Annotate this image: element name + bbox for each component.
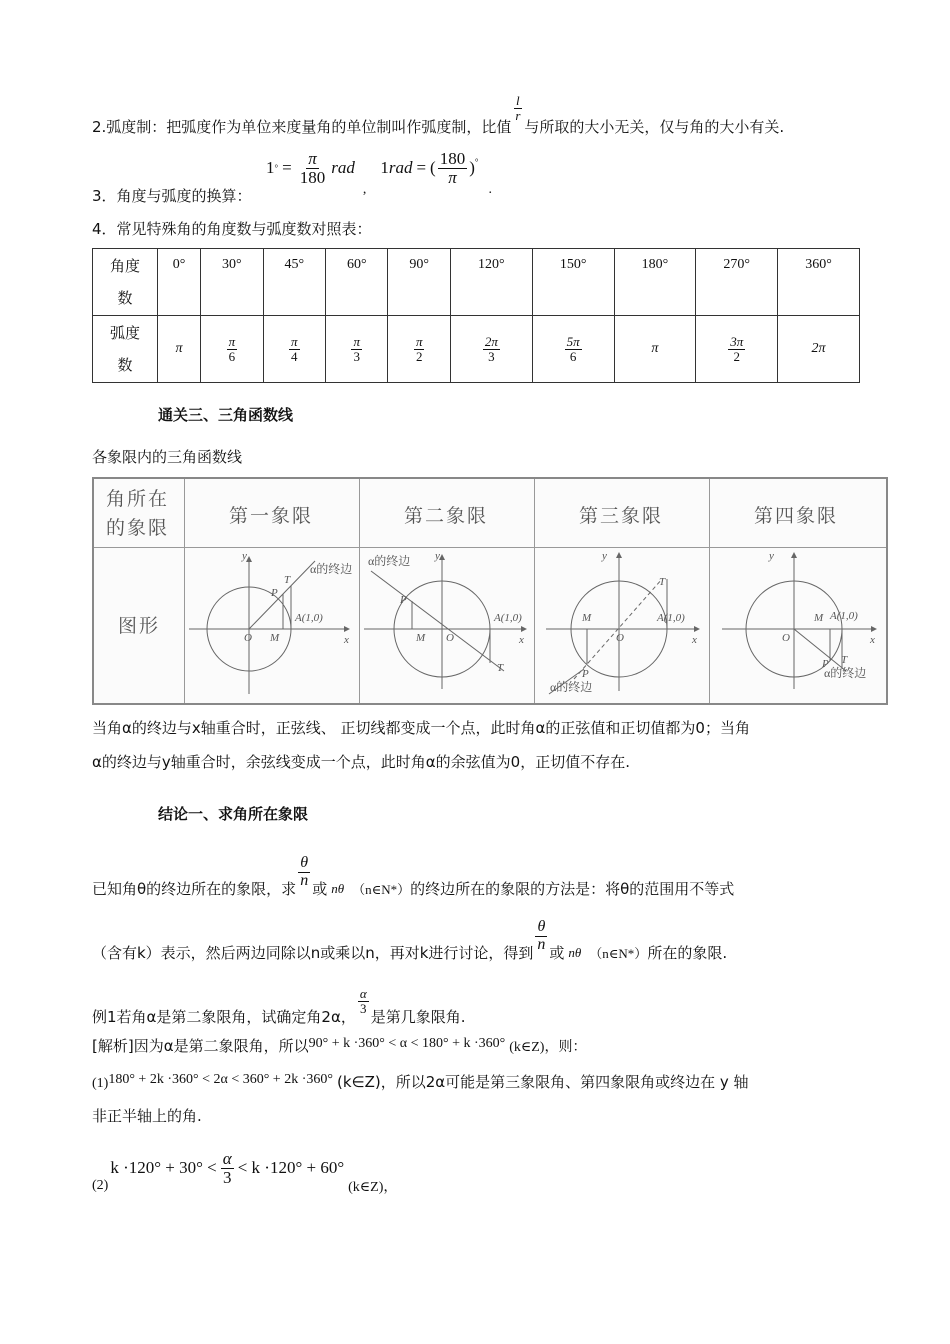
degree-row-header: 角度 数 — [93, 249, 158, 316]
svg-text:y: y — [435, 550, 440, 562]
degree-cell: 45° — [263, 249, 325, 316]
svg-text:T: T — [497, 662, 504, 674]
svg-text:y: y — [602, 550, 607, 562]
degree-cell: 360° — [778, 249, 860, 316]
radian-cell: $\frac{\pi}{6}$ — [201, 316, 263, 383]
svg-text:P: P — [822, 658, 829, 670]
conversion-formula: 1 ° = $\frac{\pi}{180}$ rad , 1 rad = ( $\frac{180}{\pi}$ ) ° . — [266, 149, 492, 198]
para2-line2: （含有k）表示，然后两边同除以n或乘以n，再对k进行讨论，得到 $\frac{\theta}{n}$ 或 nθ （n∈N*） 所在的象限. — [92, 918, 728, 962]
svg-text:P: P — [582, 668, 589, 680]
svg-text:M: M — [270, 632, 280, 644]
example-line2: [解析]因为α是第二象限角，所以 90° + k ·360° < α < 180° + k ·360° (k∈Z)，则： — [92, 1036, 587, 1055]
radian-cell: π — [158, 316, 201, 383]
heading-trig-lines: 通关三、三角函数线 — [158, 406, 294, 424]
svg-text:x: x — [519, 634, 524, 646]
radian-cell: $\frac{\pi}{3}$ — [326, 316, 388, 383]
degree-cell: 0° — [158, 249, 201, 316]
svg-text:M: M — [582, 612, 592, 624]
quadrant-4-title: 第四象限 — [754, 505, 839, 527]
svg-text:A(1,0): A(1,0) — [494, 612, 522, 624]
degree-cell: 270° — [696, 249, 778, 316]
svg-text:P: P — [400, 594, 407, 606]
angle-conversion-table — [92, 248, 860, 383]
degree-cell: 120° — [450, 249, 532, 316]
svg-text:α的终边: α的终边 — [368, 554, 411, 568]
diagram-quadrant-3 — [546, 550, 699, 694]
svg-text:y: y — [242, 550, 247, 562]
svg-text:O: O — [446, 632, 454, 644]
l-over-r-fraction: $\frac{l}{r}$ — [515, 93, 521, 123]
heading-conclusion-1: 结论一、求角所在象限 — [158, 805, 309, 823]
radian-cell: $\frac{5\pi}{6}$ — [532, 316, 614, 383]
intro-text: 各象限内的三角函数线 — [92, 448, 243, 466]
figure-row-label: 图形 — [118, 615, 161, 637]
quadrant-2-title: 第二象限 — [404, 505, 489, 527]
radian-cell: $\frac{2\pi}{3}$ — [450, 316, 532, 383]
svg-text:P: P — [271, 587, 278, 599]
svg-text:M: M — [814, 612, 824, 624]
example-line1: 例1若角α是第二象限角，试确定角2α， $\frac{\alpha}{3}$ 是第几象限角. — [92, 986, 466, 1026]
degree-cell: 60° — [326, 249, 388, 316]
para1-line2: α的终边与y轴重合时，余弦线变成一个点，此时角α的余弦值为0，正切值不存在. — [92, 753, 630, 771]
section-2-line — [92, 92, 784, 137]
diagram-quadrant-2 — [364, 550, 526, 689]
svg-text:T: T — [659, 576, 666, 588]
quadrant-header-label: 角所在 的象限 — [106, 488, 170, 539]
trig-line-diagrams — [94, 479, 886, 703]
example-line5: (2) k ·120° + 30° < $\frac{\alpha}{3}$ < k ·120° + 60° (k∈Z)， — [92, 1148, 398, 1195]
sec3-label: 3．角度与弧度的换算： — [92, 187, 252, 205]
radian-cell: $\frac{3\pi}{2}$ — [696, 316, 778, 383]
sec2-prefix: 2.弧度制：把弧度作为单位来度量角的单位制叫作弧度制，比值 — [92, 118, 512, 136]
pi-over-180: $\frac{\pi}{180}$ — [299, 149, 326, 187]
svg-text:T: T — [284, 574, 291, 586]
degree-cell: 150° — [532, 249, 614, 316]
svg-text:x: x — [692, 634, 697, 646]
sec2-suffix: 与所取的大小无关，仅与角的大小有关. — [524, 118, 785, 136]
degree-cell: 180° — [614, 249, 696, 316]
svg-text:O: O — [616, 632, 624, 644]
svg-text:A(1,0): A(1,0) — [657, 612, 685, 624]
svg-text:M: M — [416, 632, 426, 644]
quadrant-figure-table — [92, 477, 888, 705]
diagram-quadrant-4 — [722, 550, 876, 689]
svg-text:α的终边: α的终边 — [824, 666, 867, 680]
example-line3: (1) 180° + 2k ·360° < 2α < 360° + 2k ·360° (k∈Z)，所以2α可能是第三象限角、第四象限角或终边在 y 轴 — [92, 1072, 749, 1091]
180-over-pi: $\frac{180}{\pi}$ — [439, 149, 466, 187]
quadrant-3-title: 第三象限 — [579, 505, 664, 527]
radian-cell: $\frac{\pi}{4}$ — [263, 316, 325, 383]
svg-text:O: O — [782, 632, 790, 644]
degree-row — [93, 249, 860, 316]
radian-row-header: 弧度 数 — [93, 316, 158, 383]
svg-text:α的终边: α的终边 — [550, 680, 593, 694]
degree-cell: 30° — [201, 249, 263, 316]
svg-text:α的终边: α的终边 — [310, 562, 353, 576]
svg-text:A(1,0): A(1,0) — [830, 610, 858, 622]
svg-text:y: y — [769, 550, 774, 562]
radian-row — [93, 316, 860, 383]
quadrant-1-title: 第一象限 — [229, 505, 314, 527]
degree-cell: 90° — [388, 249, 450, 316]
svg-text:x: x — [344, 634, 349, 646]
radian-cell: π — [614, 316, 696, 383]
diagram-quadrant-1 — [189, 550, 352, 694]
svg-text:A(1,0): A(1,0) — [295, 612, 323, 624]
sec4-label: 4．常见特殊角的角度数与弧度数对照表： — [92, 220, 372, 238]
example-line4: 非正半轴上的角. — [92, 1107, 202, 1125]
radian-cell: 2π — [778, 316, 860, 383]
svg-text:x: x — [870, 634, 875, 646]
para1-line1: 当角α的终边与x轴重合时，正弦线、 正切线都变成一个点，此时角α的正弦值和正切值都为0；当角 — [92, 719, 750, 737]
svg-text:O: O — [244, 632, 252, 644]
radian-cell: $\frac{\pi}{2}$ — [388, 316, 450, 383]
svg-text:T: T — [841, 654, 848, 666]
para2-line1: 已知角θ的终边所在的象限，求 $\frac{\theta}{n}$ 或 nθ （n∈N*） 的终边所在的象限的方法是：将θ的范围用不等式 — [92, 854, 735, 898]
